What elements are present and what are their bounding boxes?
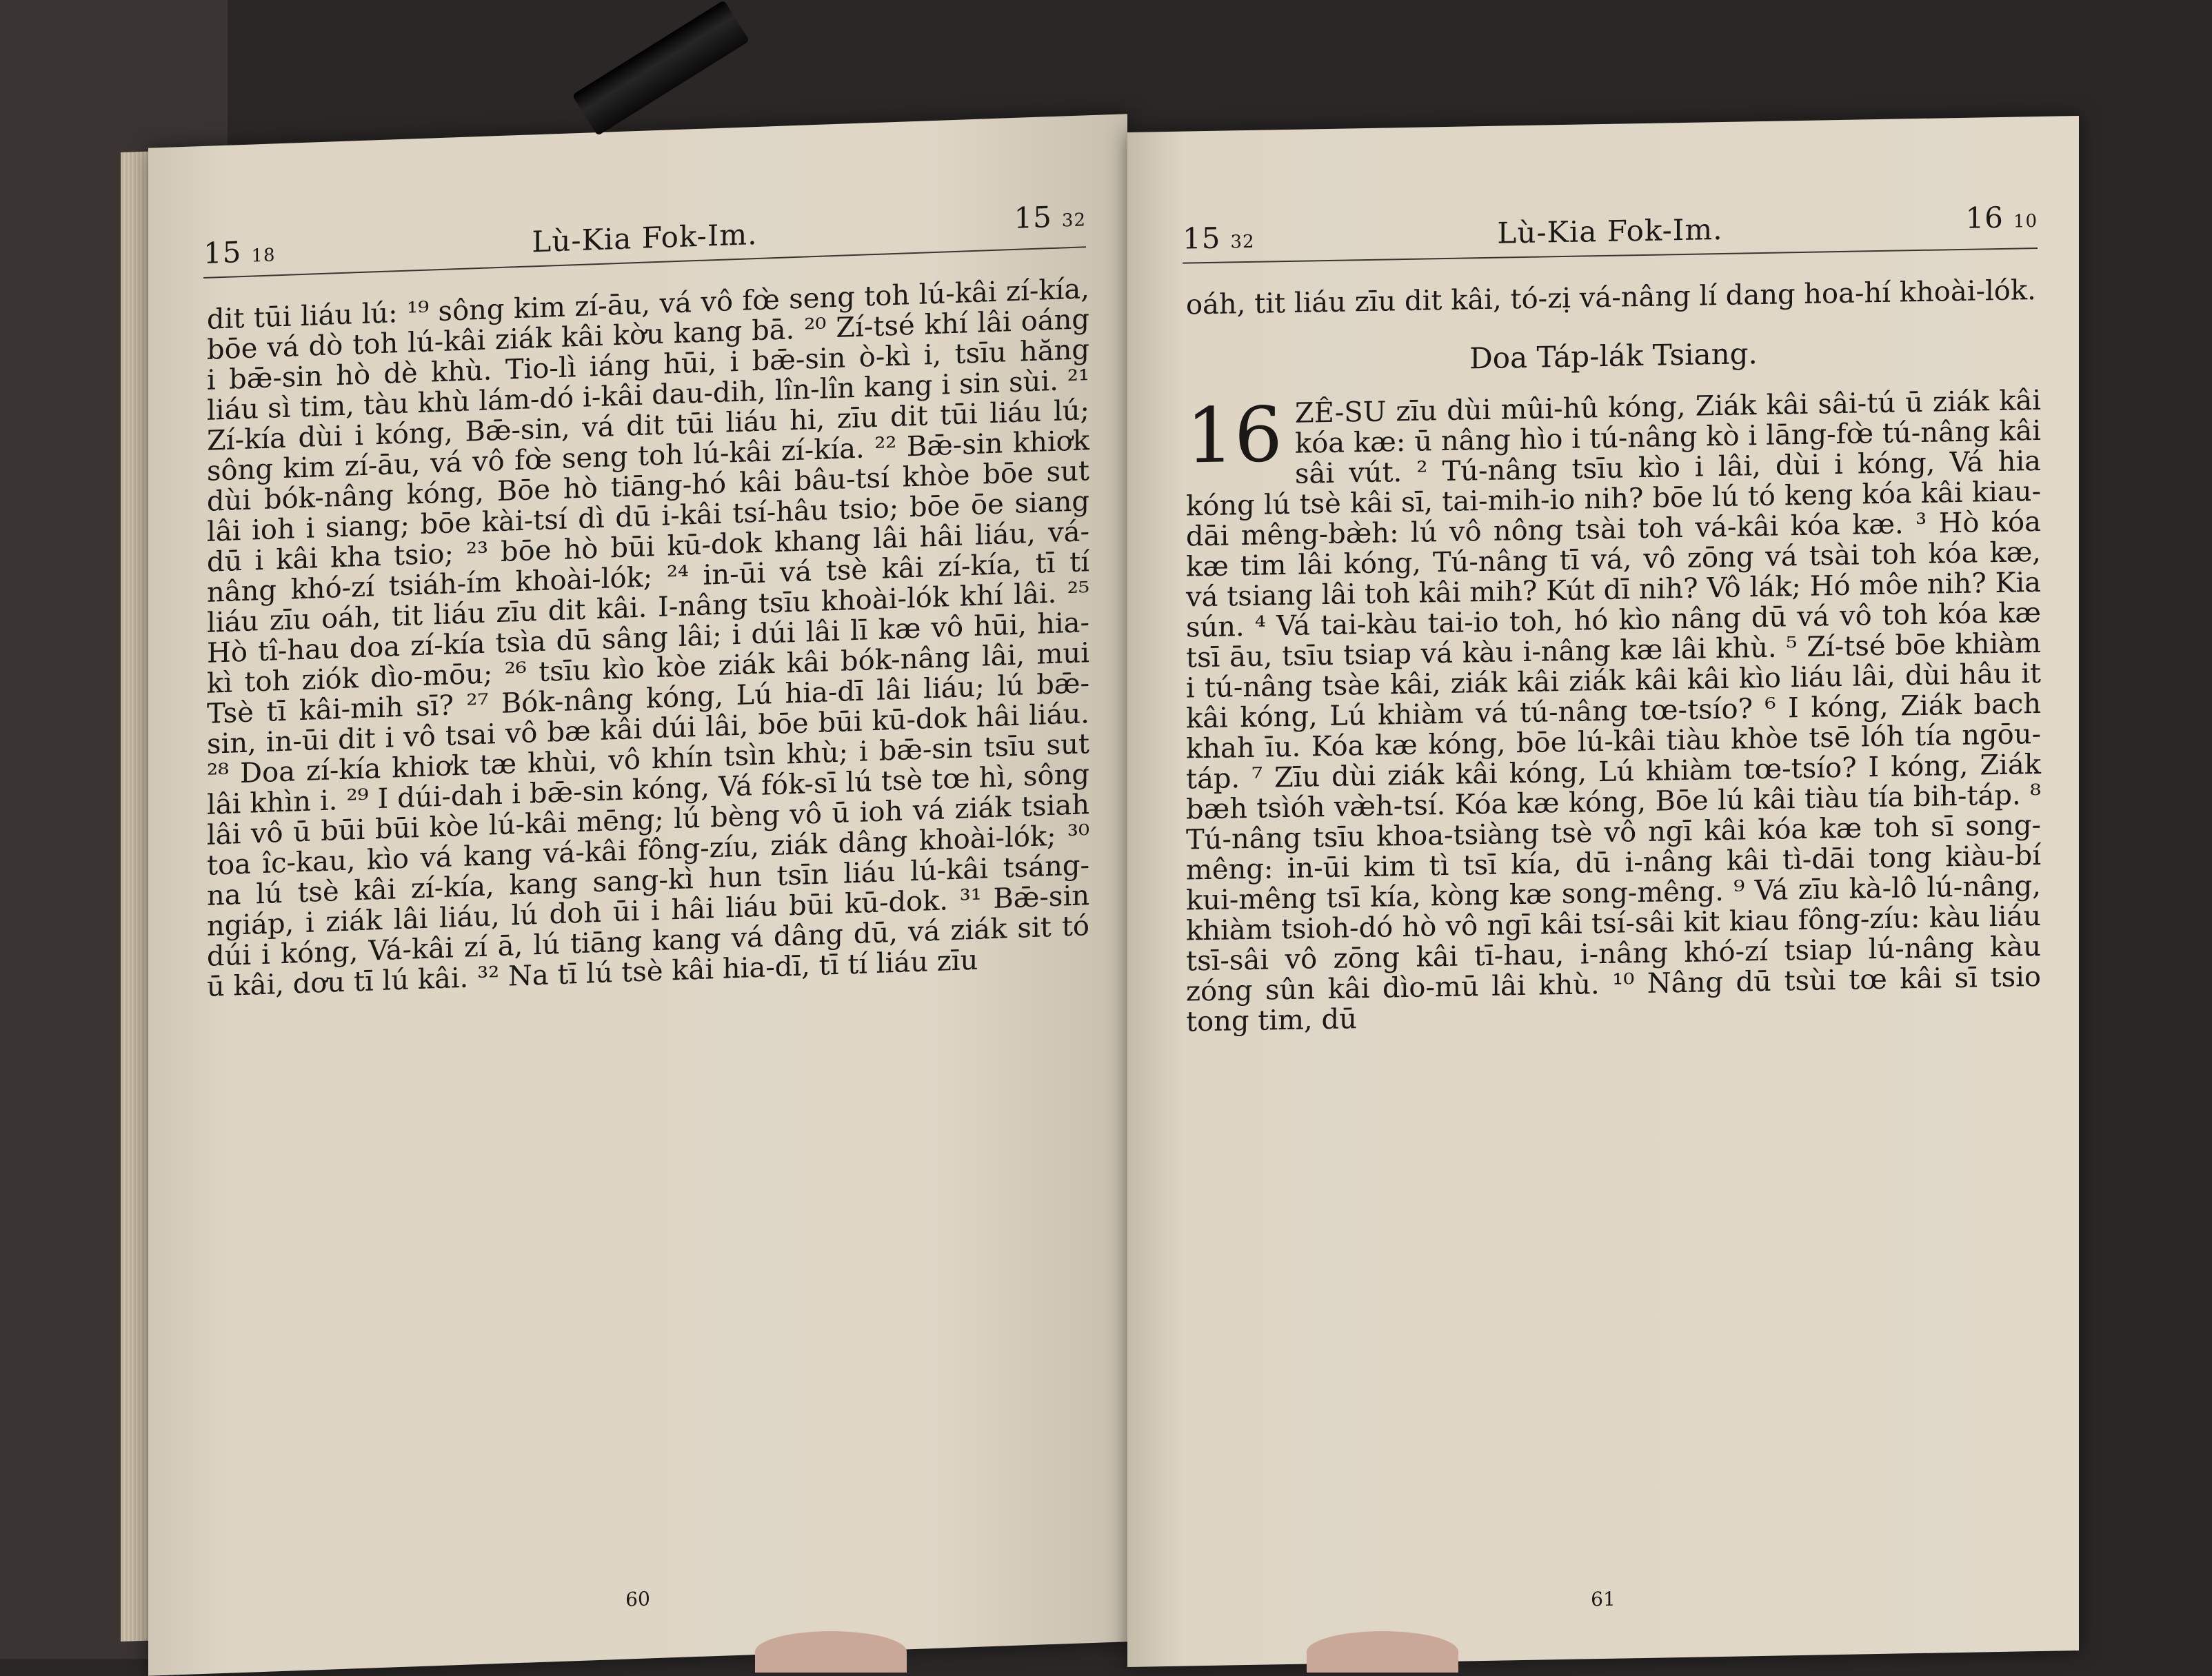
left-header-right-verse: 32 [1061,210,1086,232]
left-header-verse: 18 [251,245,276,267]
right-page-number: 61 [1591,1587,1616,1611]
right-header-verse: 32 [1230,231,1255,253]
right-page-intro: oáh, tit liáu zīu dit kâi, tó-zị vá-nâng lí dang hoa-hí khoài-lók. [1186,274,2036,321]
thumb-left [755,1631,907,1673]
left-page-header [203,198,1086,279]
right-header-right-verse: 10 [2013,211,2038,232]
right-header-right-chapter: 16 [1965,200,2004,235]
left-page-number: 60 [625,1587,650,1611]
thumb-right [1307,1631,1458,1673]
right-page-text [1186,275,2041,1044]
left-header-right-chapter: 15 [1014,200,1052,235]
right-header-title: Lù-Kia Fok-Im. [1497,212,1723,250]
left-page-text [207,274,1089,1009]
right-page-body: ZÊ-SU zīu dùi mûi-hû kóng, Ziák kâi sâi-tú ū ziák kâi kóa kæ: ū nâng hìo i tú-nâng kò i lāng-fœ̀ tú-nâng kâi sâi vút. ² Tú-nâng tsīu kìo i lâi, dùi i kóng, Vá hia kóng lú tsè kâi sī, tai-mih-io nih? bōe lú tó keng kóa kâi kiau-dāi mêng-bæ̀h: lú vô nông tsài toh vá-kâi kóa kæ. ³ Hò kóa kæ tim lâi kóng, Tú-nâng tī vá, vô zōng vá tsài toh kóa kæ, vá tsiang lâi toh kâi mih? Kút dī nih? Vô lák; Hó môe nih? Kia sún. ⁴ Vá tai-kàu tai-io toh, hó kìo nâng dū vá vô toh kóa kæ tsī āu, tsīu tsiap vá kàu i-nâng kæ lâi khù. ⁵ Zí-tsé bōe khiàm i tú-nâng tsàe kâi, ziák kâi ziák kâi kâi kìo liáu lâi, dùi hâu it kâi kóng, Lú khiàm vá tú-nâng tœ-tsío? ⁶ I kóng, Ziák bach khah īu. Kóa kæ kóng, bōe lú-kâi tiàu khòe tsē lóh tía ngōu-táp. ⁷ Zīu dùi ziák kâi kóng, Lú khiàm tœ-tsío? I kóng, Ziák bæh tsìóh væ̀h-tsí. Kóa kæ kóng, Bōe lú kâi tiàu tía bih-táp. ⁸ Tú-nâng tsīu khoa-tsiàng tsè vô ngī kâi kóa kæ toh sī song-mêng: in-ūi kim tì tsī kía, dū i-nâng kâi tì-dāi tong kiàu-bí kui-mêng tsī kía, kòng kæ song-mêng. ⁹ Vá zīu kà-lô lú-nâng, khiàm tsioh-dó hò vô ngī kâi tsí-sâi kit kiau fông-zíu: kàu liáu tsī-sâi vô zōng kâi tī-hau, i-nâng khó-zí tsiap lú-nâng kàu zóng sûn kâi dìo-mū lâi khù. ¹⁰ Nâng dū tsùi tœ kâi sī tsio tong tim, dū [1186,385,2041,1038]
left-page-body: dit tūi liáu lú: ¹⁹ sông kim zí-āu, vá vô fœ̀ seng toh lú-kâi zí-kía, bōe vá dò toh lú-kâi ziák kâi kờu kang bā. ²⁰ Zí-tsé khí lâi oáng i bǣ-sin hò dè khù. Tio-lì iáng hūi, i bǣ-sin ò-kì i, tsīu hăng liáu sì tim, tàu khù lám-dó i-kâi dau-dih, lîn-lîn kang i sin sùi. ²¹ Zí-kía dùi i kóng, Bǣ-sin, vá dit tūi liáu hi, zīu dit tūi liáu lú; sông kim zí-āu, vá vô fœ̀ seng toh lú-kâi zí-kía. ²² Bǣ-sin khiơk dùi bók-nâng kóng, Bōe hò tiāng-hó kâi bâu-tsí khòe bōe sut lâi ioh i siang; bōe kài-tsí dì dū i-kâi tsí-hâu tsio; bōe ōe siang dū i kâi kha tsio; ²³ bōe hò būi kū-dok khang lâi hâi liáu, vá-nâng khó-zí tsiáh-ím khoài-lók; ²⁴ in-ūi vá tsè kâi zí-kía, tī tí liáu zīu oáh, tit liáu zīu dit kâi. I-nâng tsīu khoài-lók khí lâi. ²⁵ Hò tî-hau doa zí-kía tsìa dū sâng lâi; i dúi lâi lī kæ vô hūi, hia-kì toh ziók dìo-mōu; ²⁶ tsīu kìo kòe ziák kâi bók-nâng lâi, mui Tsè tī kâi-mih sī? ²⁷ Bók-nâng kóng, Lú hia-dī lâi liáu; lú bǣ-sin, in-ūi dit i vô tsai vô bæ kâi dúi lâi, bōe būi kū-dok hâi liáu. ²⁸ Doa zí-kía khiơk tæ khùi, vô khín tsìn khù; i bǣ-sin tsīu sut lâi khìn i. ²⁹ I dúi-dah i bǣ-sin kóng, Vá fók-sī lú tsè tœ hì, sông lâi vô ū būi būi kòe lú-kâi mēng; lú bèng vô ū ioh vá ziák tsiah toa îc-kau, kìo vá kang vá-kâi fông-zíu, ziák dâng khoài-lók; ³⁰ na lú tsè kâi zí-kía, kang sang-kì hun tsīn liáu lú-kâi tsáng-ngiáp, i ziák lâi liáu, lú doh ūi i hâi liáu būi kū-dok. ³¹ Bǣ-sin dúi i kóng, Vá-kâi zí ā, lú tiāng kang vá dâng dū, vá ziák sit tó ū kâi, dơu tī lú kâi. ³² Na tī lú tsè kâi hia-dī, tī tí liáu zīu [207,273,1089,1003]
left-page [148,114,1127,1676]
left-header-chapter: 15 [203,235,242,271]
right-header-chapter: 15 [1183,221,1221,256]
right-page-header [1183,199,2038,264]
left-header-title: Lù-Kia Fok-Im. [532,216,758,259]
right-page [1127,116,2079,1667]
chapter-number: 16 [1186,390,1283,481]
open-book [148,110,2079,1659]
section-heading: Doa Táp-lák Tsiang. [1469,336,1758,376]
